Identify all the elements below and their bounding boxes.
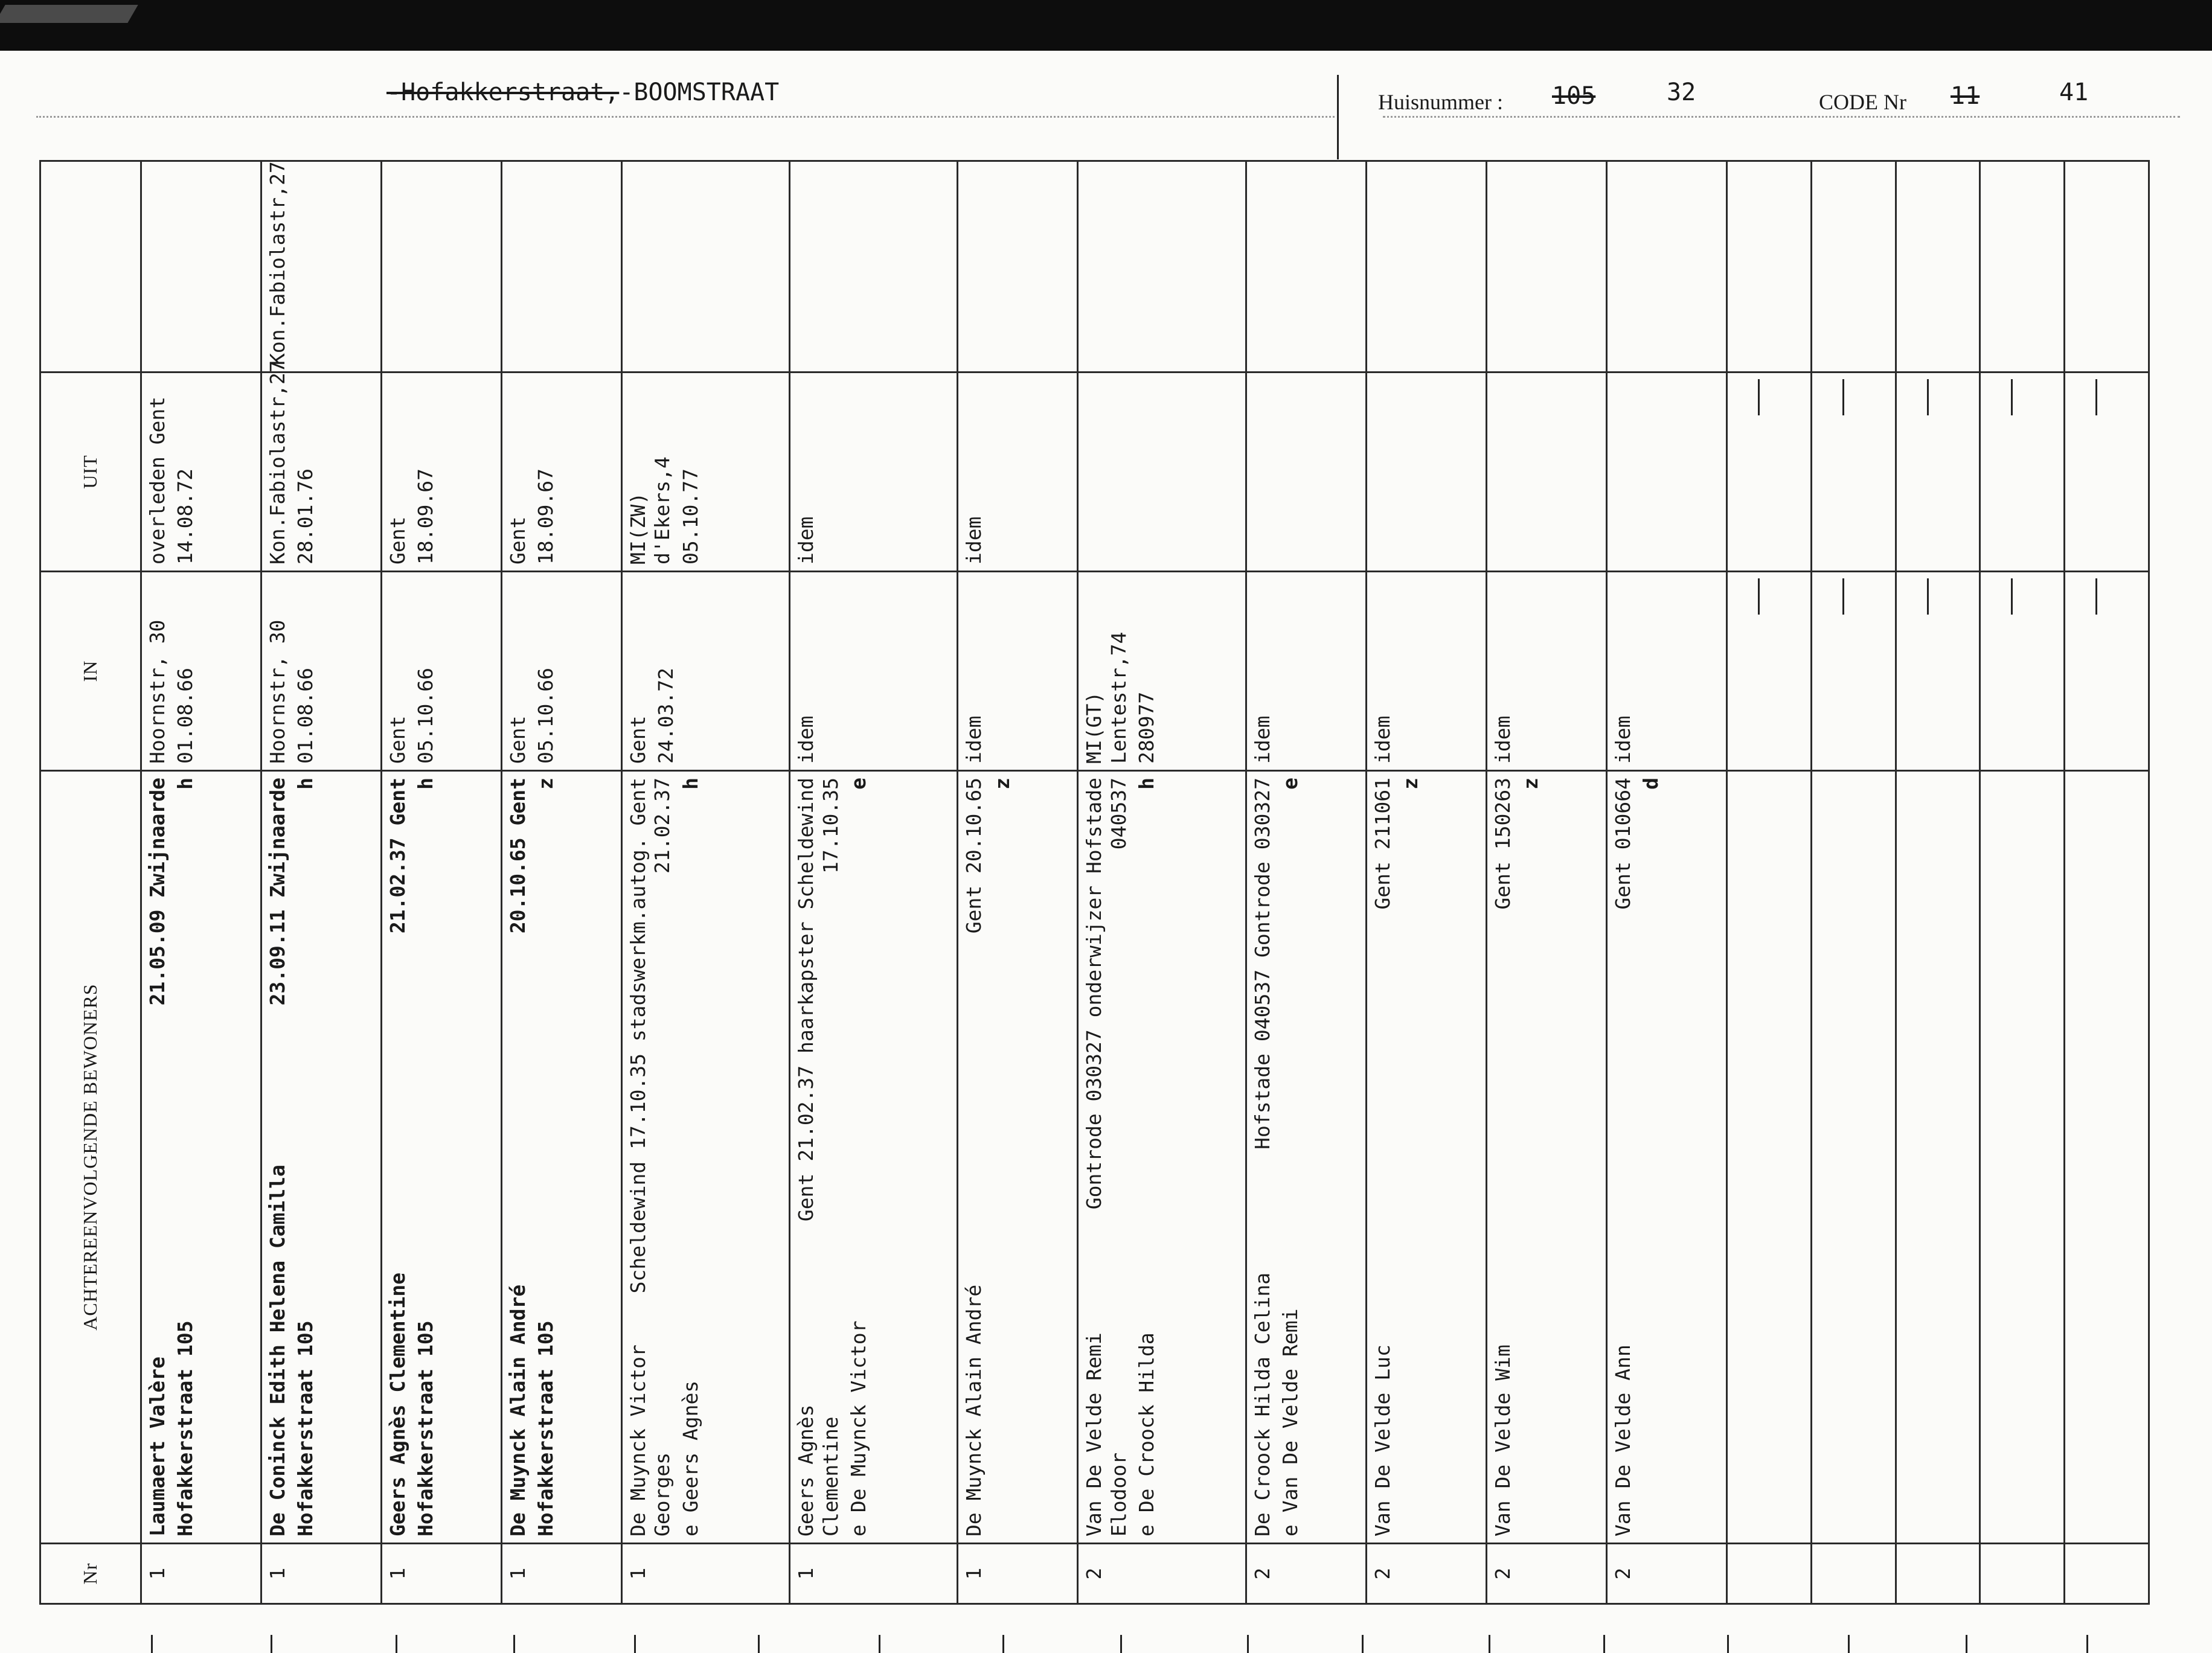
row-nr: 1 (622, 1544, 790, 1604)
row-nr: 1 (381, 1544, 501, 1604)
resident-code: e (846, 778, 870, 790)
row-resident (1980, 771, 2065, 1544)
row-out (958, 372, 1078, 572)
resident-birth: Gent 211061 (1370, 778, 1394, 910)
row-nr: 1 (958, 1544, 1078, 1604)
row-in (502, 572, 622, 771)
row-nr: 2 (1486, 1544, 1606, 1604)
table-row (1726, 161, 1811, 1604)
row-resident (141, 771, 261, 1544)
row-nr: 2 (1366, 1544, 1486, 1604)
scan-streak (0, 5, 138, 23)
resident-name: Geers Agnès Clementine (794, 1404, 842, 1536)
out-date: 28.01.76 (293, 468, 318, 564)
resident-name: Van De Velde Luc (1370, 1344, 1394, 1536)
row-note (1606, 161, 1726, 372)
row-out (1078, 372, 1246, 572)
table-row (1486, 161, 1606, 1604)
row-nr: 1 (261, 1544, 381, 1604)
row-out (1606, 372, 1726, 572)
row-resident (1726, 771, 1811, 1544)
in-date: 24.03.72 (654, 668, 678, 764)
table-row (502, 161, 622, 1604)
out-place: idem (962, 516, 986, 564)
resident-name: Geers Agnès Clementine (385, 1272, 409, 1536)
row-in (261, 572, 381, 771)
out-place: MI(ZW) d'Ekers,4 (626, 456, 675, 564)
row-resident (958, 771, 1078, 1544)
resident-birth: 21.05.09 Zwijnaarde (145, 778, 169, 1006)
row-in (1980, 572, 2065, 771)
in-date: 01.08.66 (293, 668, 318, 764)
resident-code: h (293, 778, 318, 790)
in-place: idem (1250, 715, 1274, 764)
col-out: UIT (40, 372, 141, 572)
row-resident (1246, 771, 1366, 1544)
out-place: idem (794, 516, 818, 564)
in-place: MI(GT) Lentestr,74 (1082, 631, 1130, 764)
resident-register-table (39, 162, 2150, 1605)
row-in (1078, 572, 1246, 771)
resident-code: z (990, 778, 1014, 790)
row-note (261, 161, 381, 372)
resident-name: De Muynck Victor Georges (626, 1344, 675, 1536)
row-in (958, 572, 1078, 771)
row-note (790, 161, 958, 372)
code-number-new: 41 (2059, 78, 2089, 106)
resident-birth: Hofstade 040537 Gontrode 030327 (1250, 778, 1274, 1149)
row-note (1366, 161, 1486, 372)
resident-code: h (1134, 778, 1158, 790)
in-place: Hoornstr, 30 (145, 619, 169, 764)
row-out (622, 372, 790, 572)
row-nr: 2 (1246, 1544, 1366, 1604)
resident-code: z (534, 778, 558, 790)
row-out (1980, 372, 2065, 572)
row-resident (1366, 771, 1486, 1544)
house-number-label: Huisnummer : (1378, 90, 1503, 114)
row-in (381, 572, 501, 771)
resident-birth: 23.09.11 Zwijnaarde (265, 778, 289, 1006)
row-out (1896, 372, 1980, 572)
table-row (261, 161, 381, 1604)
out-place: Gent (385, 516, 409, 564)
house-number-old: 105 (1552, 82, 1596, 110)
row-in (1811, 572, 1896, 771)
in-date: 05.10.66 (534, 668, 558, 764)
row-note (1726, 161, 1811, 372)
resident-address: e De Croock Hilda (1134, 1332, 1158, 1536)
row-out (1486, 372, 1606, 572)
resident-birth: Gent 010664 (1611, 778, 1635, 910)
table-row (1246, 161, 1366, 1604)
resident-name: Laumaert Valère (145, 1356, 169, 1536)
row-resident (790, 771, 958, 1544)
row-nr: 1 (141, 1544, 261, 1604)
table-row (1606, 161, 1726, 1604)
resident-birth: 21.02.37 Gent (385, 778, 409, 934)
header-rule-right (1383, 116, 2180, 118)
row-in (141, 572, 261, 771)
resident-name: Van De Velde Remi Elodoor (1082, 1332, 1130, 1536)
in-place: idem (962, 715, 986, 764)
row-note (1486, 161, 1606, 372)
resident-birth: Gent 20.10.65 (962, 778, 986, 934)
out-date: 18.09.67 (534, 468, 558, 564)
out-place: Gent (506, 516, 530, 564)
row-out (1366, 372, 1486, 572)
resident-birth: Gent 21.02.37 haarkapster Scheldewind 17.10.35 (794, 778, 842, 1222)
row-nr (1811, 1544, 1896, 1604)
row-in (1896, 572, 1980, 771)
row-out (2065, 372, 2149, 572)
table-row (958, 161, 1078, 1604)
row-resident (502, 771, 622, 1544)
resident-name: De Muynck Alain André (962, 1284, 986, 1536)
row-out (1726, 372, 1811, 572)
row-resident (622, 771, 790, 1544)
row-nr (1896, 1544, 1980, 1604)
row-note (1246, 161, 1366, 372)
resident-birth: 20.10.65 Gent (506, 778, 530, 934)
table-row (1896, 161, 1980, 1604)
top-note: Kon.Fabiolastr,27 (265, 161, 289, 365)
row-resident (1606, 771, 1726, 1544)
row-nr (1980, 1544, 2065, 1604)
row-in (2065, 572, 2149, 771)
row-in (1246, 572, 1366, 771)
row-nr: 2 (1078, 1544, 1246, 1604)
resident-birth: Scheldewind 17.10.35 stadswerkm.autog. Gent 21.02.37 (626, 778, 675, 1294)
in-date: 280977 (1134, 691, 1158, 764)
in-date: 01.08.66 (173, 668, 197, 764)
row-in (1726, 572, 1811, 771)
row-note (141, 161, 261, 372)
resident-name: De Croock Hilda Celina (1250, 1272, 1274, 1536)
resident-birth: Gent 150263 (1490, 778, 1515, 910)
row-in (622, 572, 790, 771)
resident-name: De Muynck Alain André (506, 1284, 530, 1536)
resident-address: Hofakkerstraat 105 (293, 1320, 318, 1536)
out-date: 18.09.67 (414, 468, 438, 564)
resident-birth: Gontrode 030327 onderwijzer Hofstade 040537 (1082, 778, 1130, 1210)
row-resident (261, 771, 381, 1544)
street-old: -Hofakkerstraat, (386, 78, 620, 106)
out-place: Kon.Fabiolastr,27 (265, 360, 289, 564)
resident-code: e (1278, 778, 1302, 790)
in-place: idem (794, 715, 818, 764)
row-out (261, 360, 381, 572)
in-place: Gent (385, 715, 409, 764)
row-resident (1896, 771, 1980, 1544)
resident-name: Van De Velde Ann (1611, 1344, 1635, 1536)
row-note (622, 161, 790, 372)
row-nr (2065, 1544, 2149, 1604)
resident-code: d (1639, 778, 1663, 790)
col-in: IN (40, 572, 141, 771)
code-number-old: 11 (1951, 82, 1980, 110)
resident-code: h (678, 778, 702, 790)
resident-address: e De Muynck Victor (846, 1320, 870, 1536)
col-note (40, 161, 141, 372)
in-place: Gent (506, 715, 530, 764)
row-in (1606, 572, 1726, 771)
row-in (790, 572, 958, 771)
row-resident (381, 771, 501, 1544)
table-row (2065, 161, 2149, 1604)
in-place: Gent (626, 715, 650, 764)
resident-code: h (414, 778, 438, 790)
col-nr: Nr (40, 1544, 141, 1604)
resident-address: Hofakkerstraat 105 (534, 1320, 558, 1536)
row-note (1078, 161, 1246, 372)
out-date: 05.10.77 (678, 468, 702, 564)
in-place: idem (1490, 715, 1515, 764)
row-note (502, 161, 622, 372)
row-out (141, 372, 261, 572)
house-number-new: 32 (1667, 78, 1696, 106)
row-out (502, 372, 622, 572)
out-date: 14.08.72 (173, 468, 197, 564)
row-note (2065, 161, 2149, 372)
row-nr: 1 (790, 1544, 958, 1604)
resident-address: Hofakkerstraat 105 (414, 1320, 438, 1536)
street-header (386, 78, 779, 106)
row-out (381, 372, 501, 572)
row-in (1486, 572, 1606, 771)
header-divider (1337, 75, 1339, 159)
table-row (790, 161, 958, 1604)
row-resident (1486, 771, 1606, 1544)
code-number-label: CODE Nr (1819, 90, 1906, 114)
row-nr (1726, 1544, 1811, 1604)
table-row (1980, 161, 2065, 1604)
row-resident (1078, 771, 1246, 1544)
resident-code: z (1398, 778, 1422, 790)
table-row (622, 161, 790, 1604)
in-place: idem (1370, 715, 1394, 764)
header-rule (36, 116, 1335, 118)
resident-code: z (1519, 778, 1542, 790)
row-resident (2065, 771, 2149, 1544)
in-date: 05.10.66 (414, 668, 438, 764)
resident-name: De Coninck Edith Helena Camilla (265, 1165, 289, 1536)
resident-code: h (173, 778, 197, 790)
scan-top-band (0, 0, 2212, 51)
col-residents: ACHTEREENVOLGENDE BEWONERS (40, 771, 141, 1544)
resident-address: e Geers Agnès (678, 1380, 702, 1536)
row-out (1811, 372, 1896, 572)
in-place: idem (1611, 715, 1635, 764)
row-note (381, 161, 501, 372)
table-row (1811, 161, 1896, 1604)
out-place: overleden Gent (145, 396, 169, 564)
row-resident (1811, 771, 1896, 1544)
bottom-ticks (33, 1635, 2207, 1653)
table-row (1366, 161, 1486, 1604)
row-note (1980, 161, 2065, 372)
row-out (1246, 372, 1366, 572)
street-new: -BOOMSTRAAT (619, 78, 780, 106)
row-note (958, 161, 1078, 372)
row-note (1896, 161, 1980, 372)
row-in (1366, 572, 1486, 771)
table-row (1078, 161, 1246, 1604)
row-nr: 2 (1606, 1544, 1726, 1604)
resident-address: Hofakkerstraat 105 (173, 1320, 197, 1536)
table-row (141, 161, 261, 1604)
row-nr: 1 (502, 1544, 622, 1604)
table-row (381, 161, 501, 1604)
in-place: Hoornstr, 30 (265, 619, 289, 764)
row-out (790, 372, 958, 572)
resident-name: Van De Velde Wim (1490, 1344, 1515, 1536)
resident-address: e Van De Velde Remi (1278, 1308, 1302, 1536)
row-note (1811, 161, 1896, 372)
